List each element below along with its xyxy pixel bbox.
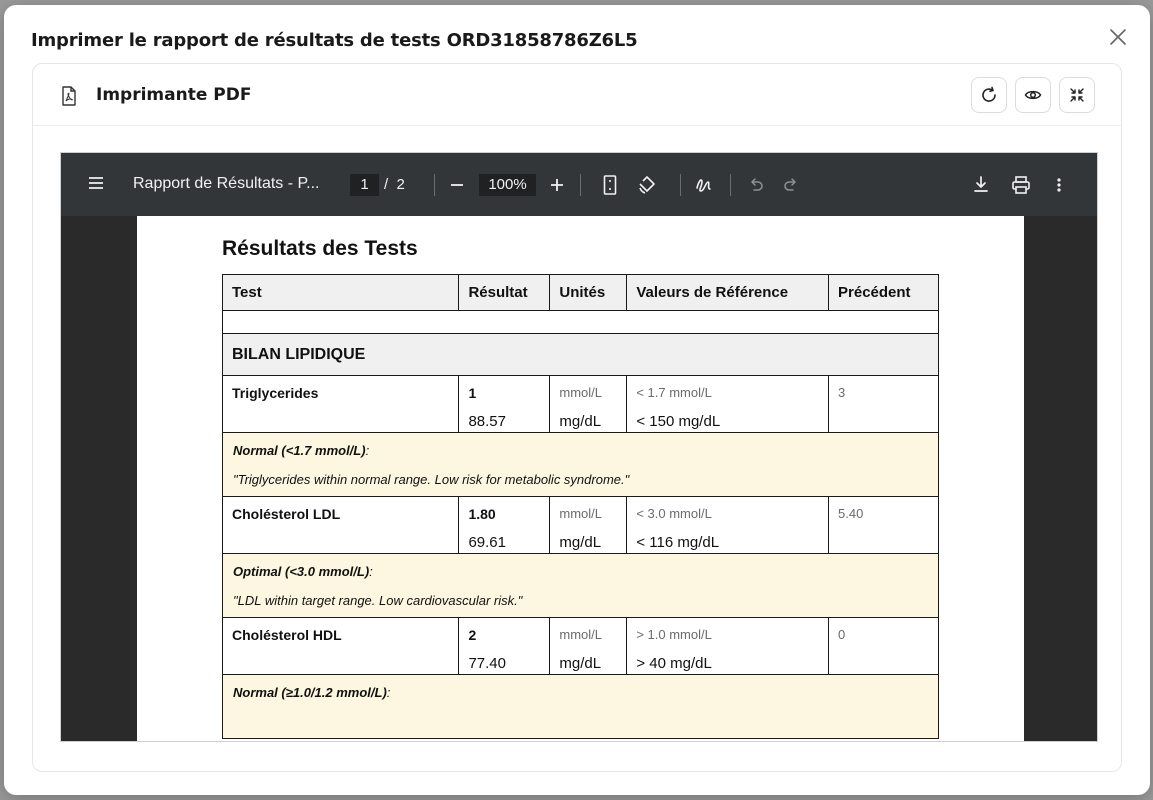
table-header-row — [223, 275, 939, 311]
note-heading — [233, 685, 390, 700]
note-text: "Triglycerides within normal range. Low risk for metabolic syndrome." — [233, 472, 630, 487]
note-text: "LDL within target range. Low cardiovascular risk." — [233, 593, 523, 608]
annotate-icon[interactable] — [694, 174, 714, 196]
preview-button[interactable] — [1015, 77, 1051, 113]
menu-icon[interactable] — [87, 174, 105, 192]
undo-icon[interactable] — [747, 174, 765, 196]
fullscreen-button[interactable] — [1059, 77, 1095, 113]
unit-si: mmol/L — [559, 627, 603, 642]
column-header: Test — [223, 275, 459, 311]
ref-conv: < 116 mg/dL — [636, 534, 720, 551]
note-colon: : — [369, 564, 373, 579]
previous-value: 3 — [838, 385, 846, 400]
modal-title: Imprimer le rapport de résultats de tests ORD31858786Z6L5 — [31, 30, 638, 51]
toolbar-divider — [680, 174, 681, 196]
refresh-button[interactable] — [971, 77, 1007, 113]
zoom-level-input[interactable]: 100% — [479, 174, 536, 196]
result-si: 1.80 — [468, 506, 496, 522]
table-row — [223, 497, 939, 554]
ref-si: < 3.0 mmol/L — [636, 506, 712, 521]
ref-conv: < 150 mg/dL — [636, 413, 721, 430]
unit-si: mmol/L — [559, 506, 603, 521]
test-name: Cholésterol HDL — [232, 627, 342, 643]
card-title: Imprimante PDF — [96, 85, 252, 105]
redo-icon[interactable] — [782, 174, 800, 196]
page-separator: / — [384, 176, 389, 193]
unit-conv: mg/dL — [559, 413, 602, 430]
previous-value: 0 — [838, 627, 846, 642]
print-icon[interactable] — [1011, 174, 1031, 196]
note-heading — [233, 443, 369, 458]
zoom-out-icon[interactable] — [449, 174, 465, 196]
pdf-file-icon — [60, 86, 78, 106]
toolbar-divider — [580, 174, 581, 196]
test-name: Cholésterol LDL — [232, 506, 341, 522]
page-number-input[interactable]: 1 — [350, 174, 379, 196]
note-row — [223, 554, 939, 618]
ref-si: < 1.7 mmol/L — [636, 385, 712, 400]
result-si: 1 — [468, 385, 477, 401]
spacer-row — [223, 311, 939, 334]
result-si: 2 — [468, 627, 477, 643]
result-conv: 77.40 — [468, 655, 506, 672]
fullscreen-icon — [1069, 87, 1085, 103]
card-header — [33, 64, 1121, 126]
download-icon[interactable] — [972, 174, 990, 196]
column-header: Précédent — [829, 275, 939, 311]
note-row — [223, 675, 939, 739]
report-heading: Résultats des Tests — [222, 237, 418, 260]
ref-si: > 1.0 mmol/L — [636, 627, 712, 642]
page-total-count: 2 — [396, 176, 405, 193]
column-header: Valeurs de Référence — [627, 275, 829, 311]
rotate-icon[interactable] — [637, 174, 657, 196]
column-header: Résultat — [459, 275, 550, 311]
note-label: Normal (≥1.0/1.2 mmol/L) — [233, 685, 387, 700]
note-colon: : — [365, 443, 370, 458]
table-row — [223, 376, 939, 433]
result-conv: 88.57 — [468, 413, 506, 430]
note-label: Optimal (<3.0 mmol/L) — [233, 564, 370, 579]
document-title: Rapport de Résultats - P... — [133, 175, 320, 192]
refresh-icon — [980, 86, 998, 104]
note-colon: : — [386, 685, 391, 700]
note-row — [223, 433, 939, 497]
toolbar-divider — [730, 174, 731, 196]
print-modal — [4, 5, 1150, 795]
section-title: BILAN LIPIDIQUE — [223, 334, 939, 376]
test-name: Triglycerides — [232, 385, 319, 401]
note-heading — [233, 564, 373, 579]
unit-conv: mg/dL — [559, 655, 602, 672]
zoom-in-icon[interactable] — [549, 174, 565, 196]
fit-page-icon[interactable] — [602, 174, 618, 196]
unit-conv: mg/dL — [559, 534, 602, 551]
more-options-icon[interactable] — [1055, 174, 1063, 196]
table-row — [223, 618, 939, 675]
previous-value: 5.40 — [838, 506, 864, 521]
pdf-page — [137, 216, 1024, 742]
close-icon[interactable] — [1108, 27, 1128, 47]
column-header: Unités — [550, 275, 627, 311]
eye-icon — [1024, 86, 1042, 104]
unit-si: mmol/L — [559, 385, 603, 400]
pdf-viewer[interactable] — [60, 152, 1098, 742]
note-label: Normal (<1.7 mmol/L) — [233, 443, 366, 458]
pdf-toolbar — [61, 153, 1097, 216]
results-table — [222, 274, 939, 739]
result-conv: 69.61 — [468, 534, 506, 551]
toolbar-divider — [434, 174, 435, 196]
page-total — [384, 176, 405, 193]
ref-conv: > 40 mg/dL — [636, 655, 712, 672]
